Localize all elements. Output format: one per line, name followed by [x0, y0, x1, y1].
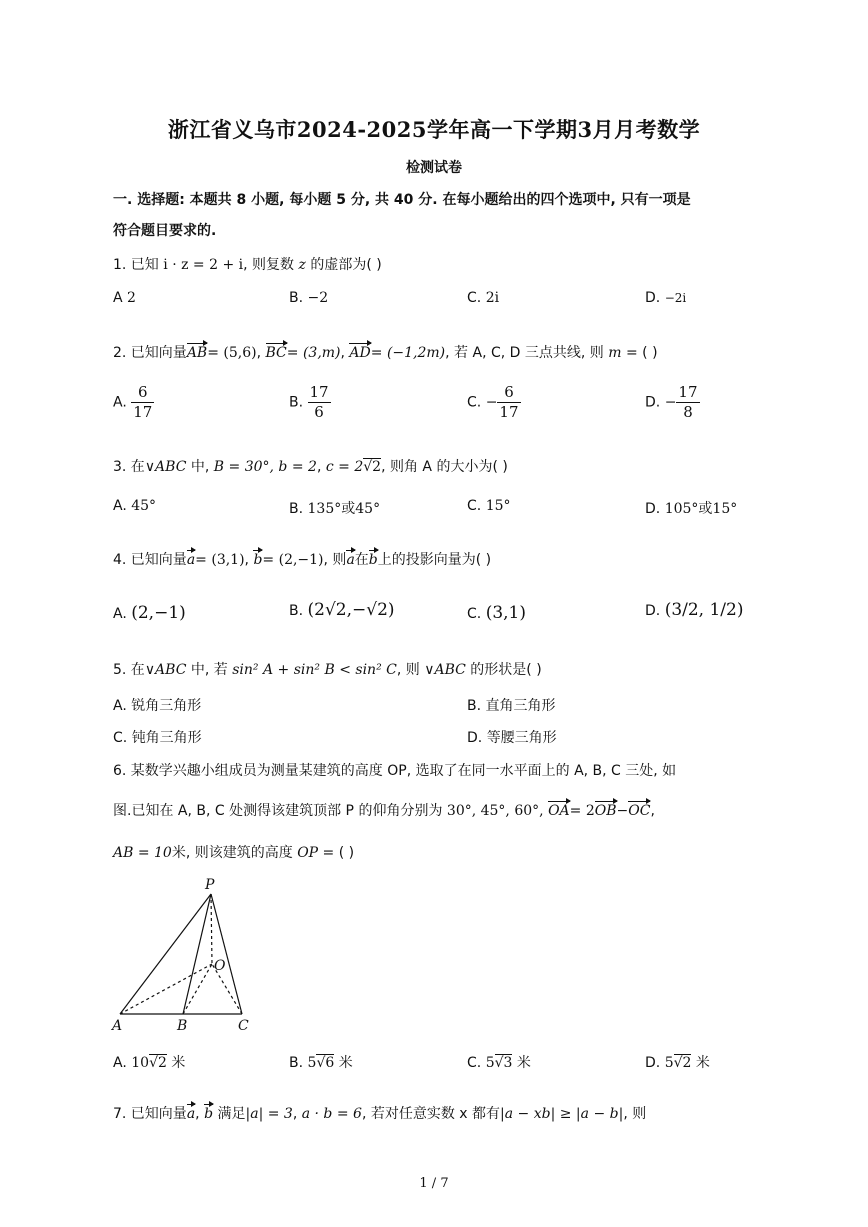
label-B: B	[177, 1018, 188, 1034]
question-4-stem: 4. 已知向量a= (3,1), b= (2,−1), 则a在b上的投影向量为( )	[113, 552, 492, 568]
label-P: P	[205, 877, 215, 893]
q6-geometry-figure	[108, 872, 268, 1038]
q1-option-d[interactable]: D. −2i	[645, 290, 687, 306]
q4-option-c[interactable]: C. (3,1)	[467, 603, 526, 623]
label-O: O	[214, 958, 226, 974]
q6-option-a[interactable]: A. 10√2 米	[113, 1055, 186, 1071]
q2-option-a[interactable]: A. $\frac{6}{17}$	[113, 383, 153, 421]
section-heading-line2: 符合题目要求的.	[113, 223, 217, 239]
edge-OB	[183, 964, 212, 1014]
label-A: A	[112, 1018, 123, 1034]
q1-option-b[interactable]: B. −2	[289, 290, 329, 306]
q2-option-d[interactable]: D. − $\frac{17}{8}$	[645, 383, 698, 421]
q1-option-a[interactable]: A 2	[113, 290, 136, 306]
question-6-line1: 6. 某数学兴趣小组成员为测量某建筑的高度 OP, 选取了在同一水平面上的 A, B, C 三处, 如	[113, 763, 677, 779]
q6-option-c[interactable]: C. 5√3 米	[467, 1055, 531, 1071]
q4-option-d[interactable]: D. (3/2, 1/2)	[645, 600, 744, 620]
q3-option-c[interactable]: C. 15°	[467, 498, 511, 514]
question-3-stem: 3. 在∨ABC 中, B = 30°, b = 2, c = 2√2, 则角 A 的大小为( )	[113, 459, 508, 475]
edge-PC	[211, 894, 242, 1014]
q2-option-c[interactable]: C. − $\frac{6}{17}$	[467, 383, 519, 421]
q6-option-d[interactable]: D. 5√2 米	[645, 1055, 710, 1071]
question-5-stem: 5. 在∨ABC 中, 若 sin² A + sin² B < sin² C, 则 ∨ABC 的形状是( )	[113, 662, 542, 678]
q6-option-b[interactable]: B. 5√6 米	[289, 1055, 353, 1071]
question-6-line3: AB = 10米, 则该建筑的高度 OP = ( )	[113, 845, 355, 861]
question-7-stem: 7. 已知向量a, b 满足|a| = 3, a · b = 6, 若对任意实数 x 都有|a − xb| ≥ |a − b|, 则	[113, 1106, 647, 1122]
q5-option-a[interactable]: A. 锐角三角形	[113, 698, 202, 714]
label-C: C	[238, 1018, 249, 1034]
q5-option-c[interactable]: C. 钝角三角形	[113, 730, 202, 746]
q1-option-c[interactable]: C. 2i	[467, 290, 500, 306]
q4-option-a[interactable]: A. (2,−1)	[113, 603, 186, 623]
q5-option-b[interactable]: B. 直角三角形	[467, 698, 556, 714]
question-2-stem: 2. 已知向量AB= (5,6), BC= (3,m), AD= (−1,2m), 若 A, C, D 三点共线, 则 m = ( )	[113, 345, 658, 361]
q2-option-b[interactable]: B. $\frac{17}{6}$	[289, 383, 329, 421]
q3-option-d[interactable]: D. 105°或15°	[645, 501, 738, 517]
question-6-line2: 图.已知在 A, B, C 处测得该建筑顶部 P 的仰角分别为 30°, 45°, 60°, OA= 2OB−OC,	[113, 803, 655, 819]
question-1-stem: 1. 已知 i · z = 2 + i, 则复数 z 的虚部为( )	[113, 257, 382, 273]
q4-option-b[interactable]: B. (2√2,−√2)	[289, 600, 395, 620]
page-subtitle: 检测试卷	[406, 160, 462, 176]
q1-expression: i · z = 2 + i	[163, 257, 244, 273]
page-number: 1 / 7	[419, 1176, 449, 1191]
edge-PO	[211, 894, 212, 964]
edge-OA	[120, 964, 212, 1014]
section-heading-line1: 一. 选择题: 本题共 8 小题, 每小题 5 分, 共 40 分. 在每小题给出的四个选项中, 只有一项是	[113, 192, 691, 208]
q3-option-b[interactable]: B. 135°或45°	[289, 501, 381, 517]
q5-option-d[interactable]: D. 等腰三角形	[467, 730, 557, 746]
q3-option-a[interactable]: A. 45°	[113, 498, 157, 514]
page-title: 浙江省义乌市2024-2025学年高一下学期3月月考数学	[167, 117, 701, 142]
